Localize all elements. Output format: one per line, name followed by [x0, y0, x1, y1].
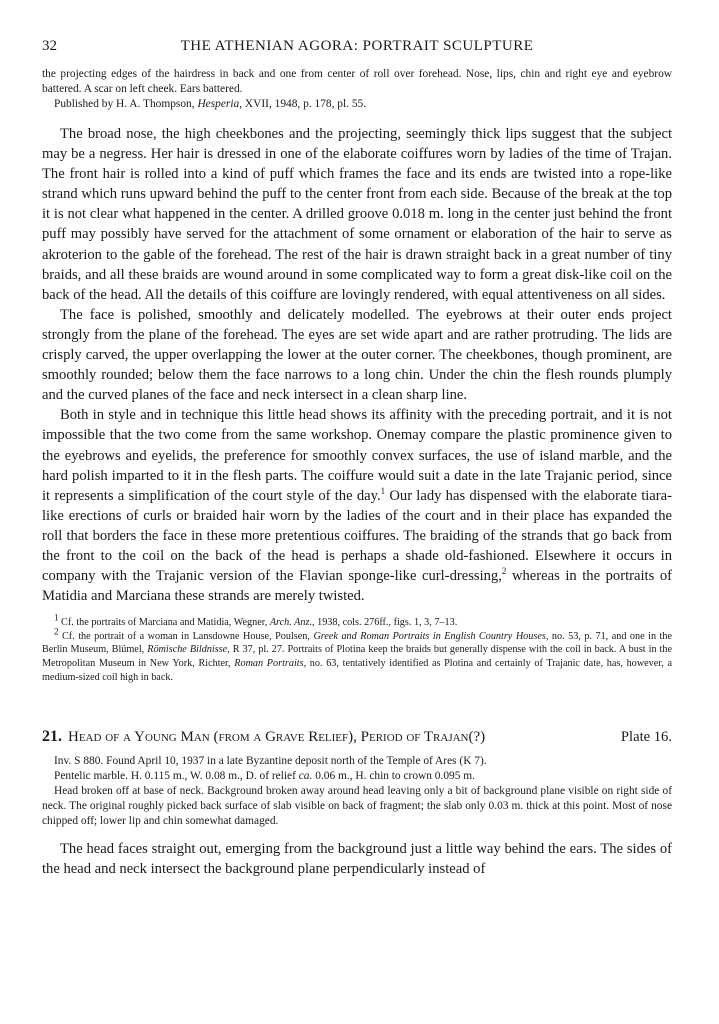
footnote-ref-1[interactable]: 1 [380, 485, 386, 496]
catalogue-entry-heading [42, 728, 672, 746]
entry-details [42, 754, 672, 829]
footnotes [42, 612, 672, 684]
main-text [42, 124, 672, 606]
page-number: 32 [42, 38, 57, 54]
condition-line: Head broken off at base of neck. Background broken away around head leaving only a bit of background plane visible on right side of neck. The original roughly picked back surface of slab visible on back of fragment; the slab only 0.03 m. thick at this point. Most of nose chipped off; lower lip and chin somewhat damaged. [42, 785, 672, 828]
running-title: THE ATHENIAN AGORA: PORTRAIT SCULPTURE [180, 38, 534, 54]
paragraph-coiffure: The broad nose, the high cheekbones and the projecting, seemingly thick lips suggest that the subject may be a negress. Her hair is dressed in one of the elaborate coiffures worn by ladies of the time of Trajan. The front hair is rolled into a kind of puff which frames the face and its ends are twisted into a rope-like strand which runs upward behind the puff to the center front from each side. Because of the break at the top it is not clear what happened in the center. A drilled groove 0.018 m. long in the center just behind the front puff may possibly have served for the attachment of some ornament or elaboration of the hair to serve as akroterion to the gable of the forehead. The rest of the hair is drawn straight back in a great number of tiny braids, and all these braids are wound around in some complicated way to form a great disk-like coil on the back of the head. All the details of this coiffure are lovingly rendered, with equal attentiveness on all sides. [42, 126, 672, 303]
entry-number: 21. [42, 728, 62, 746]
entry-text [42, 839, 672, 879]
material-line: Pentelic marble. H. 0.115 m., W. 0.08 m., D. of relief ca. 0.06 m., H. chin to crown 0.095 m. [54, 770, 475, 783]
page-header [42, 38, 672, 55]
footnote-1: $^1$ Cf. the portraits of Marciana and Matidia, Wegner, Arch. Anz., 1938, cols. 276ff., figs. 1, 3, 7–13. [54, 612, 458, 629]
condition-continuation: the projecting edges of the hairdress in back and one from center of roll over forehead. Nose, lips, chin and right eye and eyebrow battered. A scar on left cheek. Ears battered. [42, 68, 672, 95]
paragraph-style: Both in style and in technique this little head shows its affinity with the preceding portrait, and it is not impossible that the two come from the same workshop. Onemay compare the plastic prominence given to the eyebrows and eyelids, the preference for smoothly convex surfaces, the use of island marble, and the hard polish imparted to it in the flesh parts. The coiffure would suit a date in the late Trajanic period, since it represents a simplification of the court style of the day.$^1$ Our lady has dispensed with the elaborate tiara-like erections of curls or braided hair worn by the ladies of the court and in their place has expanded the roll that borders the face in these more pretentious coiffures. The braiding of the strands that go back from the front to the coil on the back of the head is perhaps a shade old-fashioned. Elsewhere it occurs in company with the Trajanic version of the Flavian sponge-like curl-dressing,$^2$ whereas in the portraits of Matidia and Marciana these strands are merely twisted. [42, 407, 672, 605]
publication-note: Published by H. A. Thompson, Hesperia, XVII, 1948, p. 178, pl. 55. [54, 98, 367, 110]
catalogue-notes [42, 67, 672, 112]
paragraph-face: The face is polished, smoothly and delicately modelled. The eyebrows at their outer ends project strongly from the plane of the forehead. The eyes are set wide apart and are rather protruding. The lids are crisply carved, the upper overlapping the lower at the outer corner. The cheekbones, though prominent, are smoothly rounded; below them the face narrows to a long chin. Under the chin the flesh rounds plumply and the curved planes of the face and neck intersect in a clean sharp line. [42, 306, 672, 404]
page [42, 38, 672, 879]
plate-reference: Plate 16. [620, 729, 672, 746]
journal-title: Hesperia [197, 98, 240, 110]
paragraph-head-description: The head faces straight out, emerging from the background just a little way behind the ears. The sides of the head and neck intersect the background plane perpendicularly instead of [42, 841, 672, 878]
footnote-2: $^2$ Cf. the portrait of a woman in Lansdowne House, Poulsen, Greek and Roman Portraits in English Country Houses, no. 53, p. 71, and one in the Berlin Museum, Blümel, Römische Bildnisse, R 37, pl. 27. Portraits of Plotina keep the braids but generally dispense with the coil in back. A bust in the Metropolitan Museum in New York, Richter, Roman Portraits, no. 63, tentatively identified as Plotina and certainly of Trajanic date, has, however, a medium-sized coil high in back. [42, 626, 672, 683]
footnote-ref-2[interactable]: 2 [501, 566, 507, 577]
inventory-line: Inv. S 880. Found April 10, 1937 in a late Byzantine deposit north of the Temple of Ares (K 7). [54, 755, 487, 768]
entry-title: Head of a Young Man (from a Grave Relief), Period of Trajan(?) [68, 729, 486, 746]
